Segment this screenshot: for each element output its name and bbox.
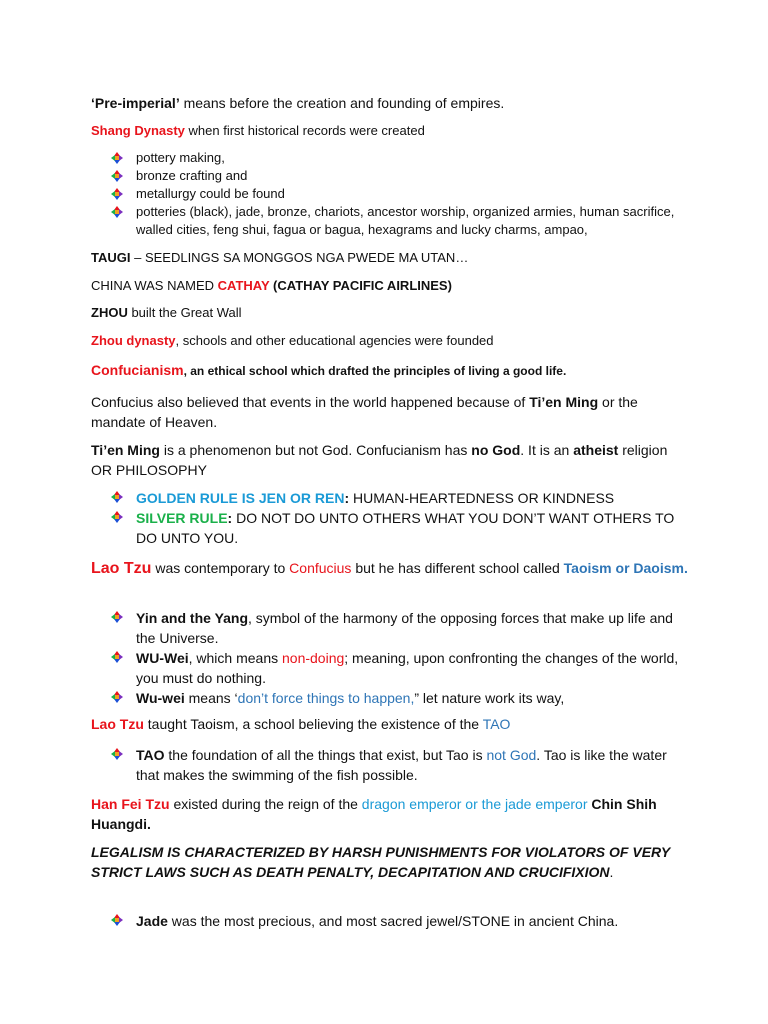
tao-bullet-list (91, 745, 691, 785)
list-item: GOLDEN RULE IS JEN OR REN: HUMAN-HEARTEDNESS OR KINDNESS (91, 488, 681, 508)
lao-tzu-tao-line: Lao Tzu taught Taoism, a school believing the existence of the TAO (91, 716, 511, 732)
list-item: TAO the foundation of all the things that exist, but Tao is not God. Tao is like the water that makes the swimming of the fish possible. (91, 745, 691, 785)
confucius-belief-paragraph: Confucius also believed that events in the world happened because of Ti’en Ming or the mandate of Heaven. (91, 394, 638, 430)
legalism-paragraph: LEGALISM IS CHARACTERIZED BY HARSH PUNISHMENTS FOR VIOLATORS OF VERY STRICT LAWS SUCH AS DEATH PENALTY, DECAPITATION AND CRUCIFIXION. (91, 844, 670, 880)
bullet-icon (111, 611, 123, 623)
pre-imperial-line: ‘Pre-imperial’ means before the creation and founding of empires. (91, 95, 505, 111)
list-item: potteries (black), jade, bronze, chariots, ancestor worship, organized armies, human sacrifice, walled cities, feng shui, fagua or bagua, hexagrams and lucky charms, ampao, (91, 203, 681, 239)
cathay-line: CHINA WAS NAMED CATHAY (CATHAY PACIFIC AIRLINES) (91, 278, 452, 293)
shang-bullet-list (91, 149, 681, 239)
list-item: SILVER RULE: DO NOT DO UNTO OTHERS WHAT YOU DON’T WANT OTHERS TO DO UNTO YOU. (91, 508, 681, 548)
yin-yang-bullet-list (91, 608, 691, 708)
list-item: pottery making, (91, 149, 681, 167)
han-fei-tzu-paragraph: Han Fei Tzu existed during the reign of the dragon emperor or the jade emperor Chin Shih Huangdi. (91, 796, 657, 832)
bullet-icon (111, 914, 123, 926)
rules-bullet-list (91, 488, 681, 548)
list-item: Wu-wei means ‘don’t force things to happen,” let nature work its way, (91, 688, 691, 708)
list-item: Yin and the Yang, symbol of the harmony of the opposing forces that make up life and the Universe. (91, 608, 691, 648)
shang-line: Shang Dynasty when first historical records were created (91, 123, 425, 138)
bullet-icon (111, 206, 123, 218)
zhou-line: ZHOU built the Great Wall (91, 305, 242, 320)
list-item: Jade was the most precious, and most sacred jewel/STONE in ancient China. (91, 911, 691, 931)
bullet-icon (111, 491, 123, 503)
list-item: metallurgy could be found (91, 185, 681, 203)
tien-ming-paragraph: Ti’en Ming is a phenomenon but not God. Confucianism has no God. It is an atheist religion OR PHILOSOPHY (91, 442, 668, 478)
lao-tzu-paragraph: Lao Tzu was contemporary to Confucius but he has different school called Taoism or Daoism. (91, 560, 688, 577)
zhou-dynasty-line: Zhou dynasty, schools and other educational agencies were founded (91, 333, 494, 348)
confucianism-line: Confucianism, an ethical school which drafted the principles of living a good life. (91, 362, 567, 378)
bullet-icon (111, 651, 123, 663)
bullet-icon (111, 170, 123, 182)
jade-bullet-list (91, 911, 691, 931)
bullet-icon (111, 748, 123, 760)
bullet-icon (111, 152, 123, 164)
bullet-icon (111, 188, 123, 200)
list-item: WU-Wei, which means non-doing; meaning, upon confronting the changes of the world, you must do nothing. (91, 648, 691, 688)
list-item: bronze crafting and (91, 167, 681, 185)
bullet-icon (111, 511, 123, 523)
bullet-icon (111, 691, 123, 703)
taugi-line: TAUGI – SEEDLINGS SA MONGGOS NGA PWEDE MA UTAN… (91, 250, 469, 265)
